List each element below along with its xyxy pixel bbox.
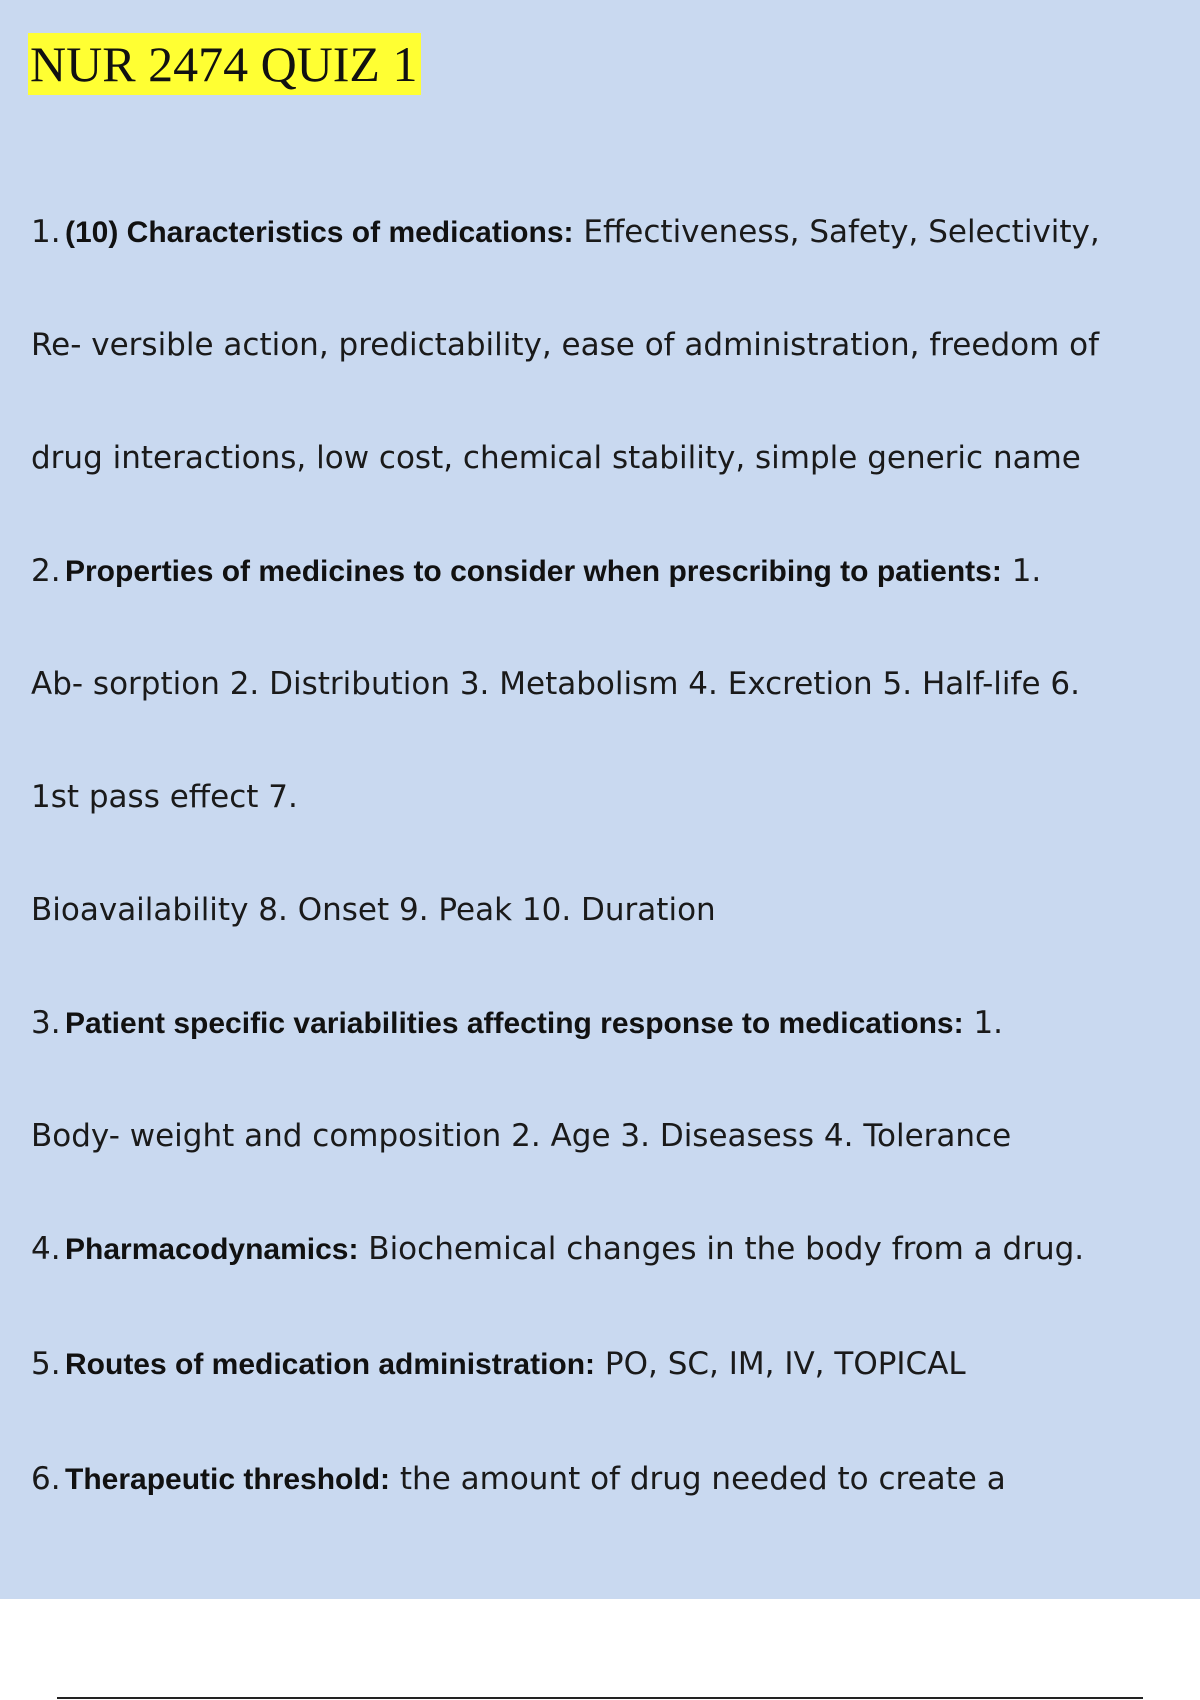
item-1-text: Effectiveness, Safety, Selectivity, <box>573 214 1100 250</box>
item-2-line-1 <box>31 551 1041 592</box>
item-2-term: Properties of medicines to consider when prescribing to patients: <box>65 555 1002 588</box>
document-title: NUR 2474 QUIZ 1 <box>28 33 421 95</box>
item-2-line-2: Ab- sorption 2. Distribution 3. Metabolism 4. Excretion 5. Half-life 6. <box>31 666 1080 702</box>
item-6-number: 6. <box>31 1461 61 1497</box>
item-6-line-1 <box>31 1459 1006 1500</box>
item-5-term: Routes of medication administration: <box>65 1348 596 1381</box>
item-2-line-4: Bioavailability 8. Onset 9. Peak 10. Duration <box>31 892 716 928</box>
item-3-line-1 <box>31 1003 1003 1044</box>
item-2-text: 1. <box>1001 553 1042 589</box>
item-4-number: 4. <box>31 1231 61 1267</box>
item-1-line-1 <box>31 212 1100 253</box>
item-1-term: (10) Characteristics of medications: <box>65 216 574 249</box>
item-6-term: Therapeutic threshold: <box>65 1463 391 1496</box>
item-5-number: 5. <box>31 1346 61 1382</box>
item-1-line-2: Re- versible action, predictability, ease of administration, freedom of <box>31 327 1100 363</box>
item-1-line-3: drug interactions, low cost, chemical stability, simple generic name <box>31 440 1081 476</box>
item-4-text: Biochemical changes in the body from a drug. <box>358 1231 1085 1267</box>
page-divider <box>57 1697 1143 1699</box>
item-1-number: 1. <box>31 214 61 250</box>
item-4-term: Pharmacodynamics: <box>65 1233 359 1266</box>
item-3-text: 1. <box>963 1005 1004 1041</box>
item-3-term: Patient specific variabilities affecting response to medications: <box>65 1007 964 1040</box>
item-4-line-1 <box>31 1229 1084 1270</box>
item-3-number: 3. <box>31 1005 61 1041</box>
item-2-number: 2. <box>31 553 61 589</box>
item-2-line-3: 1st pass effect 7. <box>31 779 298 815</box>
item-5-line-1 <box>31 1344 966 1385</box>
item-5-text: PO, SC, IM, IV, TOPICAL <box>595 1346 966 1382</box>
item-3-line-2: Body- weight and composition 2. Age 3. Diseasess 4. Tolerance <box>31 1118 1012 1154</box>
item-6-text: the amount of drug needed to create a <box>390 1461 1006 1497</box>
